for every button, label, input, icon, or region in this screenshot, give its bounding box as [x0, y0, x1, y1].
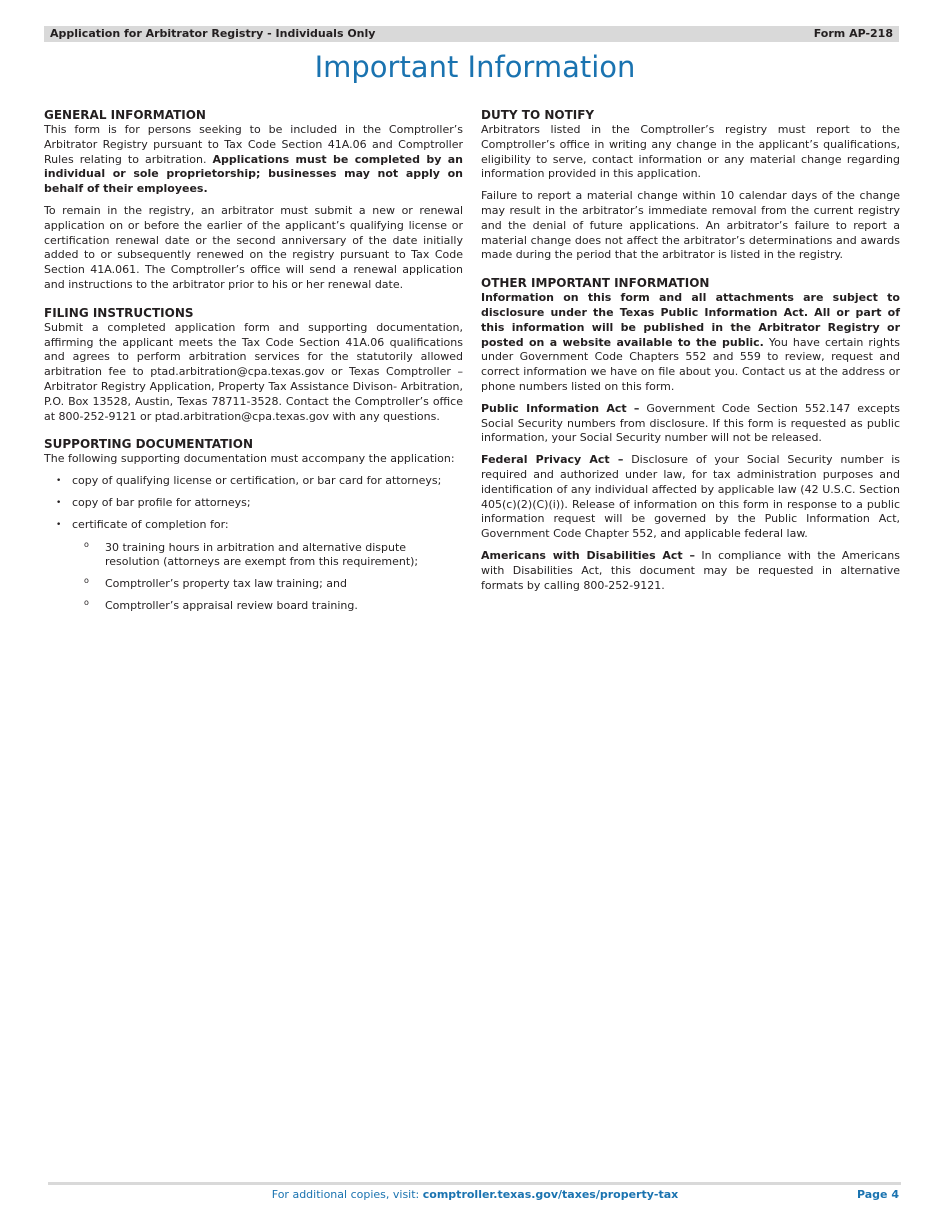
footer-prefix: For additional copies, visit: — [271, 1188, 423, 1201]
disclosure-paragraph: Information on this form and all attachments are subject to disclosure under the Texas Public Information Act. All or part of this information will be published in the Arbitrator Registry or posted on a website available to the public. You have certain rights under Government Code Chapters 552 and 559 to review, request and correct information we have on file about you. Contact us at the address or phone numbers listed on this form. — [481, 291, 900, 393]
supporting-documentation-intro: The following supporting documentation must accompany the application: — [44, 452, 455, 466]
supporting-documentation-heading: SUPPORTING DOCUMENTATION — [44, 437, 253, 452]
list-item-certificate — [44, 518, 463, 614]
sub-list-item: o Comptroller’s property tax law training; and — [72, 577, 463, 592]
duty-to-notify-paragraph-2: Failure to report a material change within 10 calendar days of the change may result in the arbitrator’s immediate removal from the current registry and the denial of future applications. An arbitrator’s failure to report a material change does not affect the arbitrator’s determinations and awards made during the period that the arbitrator is listed in the registry. — [481, 189, 900, 262]
public-information-act-paragraph: Public Information Act – Government Code Section 552.147 excepts Social Security numbers from disclosure. If this form is requested as public information, your Social Security number will not be released. — [481, 401, 900, 445]
sub-list-item: o 30 training hours in arbitration and alternative dispute resolution (attorneys are exempt from this requirement); — [72, 541, 463, 571]
supporting-documentation-section — [44, 437, 463, 613]
page-title: Important Information — [314, 50, 636, 84]
ada-paragraph: Americans with Disabilities Act – In compliance with the Americans with Disabilities Act, this document may be requested in alternative formats by calling 800-252-9121. — [481, 548, 900, 592]
duty-to-notify-heading: DUTY TO NOTIFY — [481, 108, 595, 122]
form-header-bar — [44, 26, 899, 42]
other-important-information-heading: OTHER IMPORTANT INFORMATION — [481, 276, 710, 291]
left-column — [44, 108, 463, 627]
list-item: • copy of bar profile for attorneys; — [44, 496, 463, 511]
list-item-label: certificate of completion for: — [72, 517, 229, 531]
federal-privacy-act-paragraph: Federal Privacy Act – Disclosure of your Social Security number is required and authorized under law, for tax administration purposes and identification of any individual affected by applicable law (42 U.S.C. Section 405(c)(2)(C)(i)). Release of information on this form in response to a public information request will be governed by the Public Information Act, Government Code Chapter 552, and applicable federal law. — [481, 453, 900, 541]
list-item: • copy of qualifying license or certification, or bar card for attorneys; — [44, 474, 463, 489]
general-information-section — [44, 108, 463, 293]
sub-list-item: o Comptroller’s appraisal review board training. — [72, 599, 463, 614]
other-important-information-section — [481, 276, 900, 593]
right-column — [481, 108, 900, 606]
general-information-paragraph-1: This form is for persons seeking to be included in the Comptroller’s Arbitrator Registry pursuant to Tax Code Section 41A.06 and Comptroller Rules relating to arbitration. Applications must be completed by an individual or sole proprietorship; businesses may not apply on behalf of their employees. — [44, 123, 464, 196]
filing-instructions-heading: FILING INSTRUCTIONS — [44, 305, 194, 320]
general-information-heading: GENERAL INFORMATION — [44, 108, 206, 122]
general-information-paragraph-2: To remain in the registry, an arbitrator must submit a new or renewal application on or before the earlier of the applicant’s qualifying license or certification renewal date or the second anniversary of the date initially added to or subsequently renewed on the registry pursuant to Tax Code Section 41A.061. The Comptroller’s office will send a renewal application and instructions to the arbitrator prior to his or her renewal date. — [44, 203, 463, 291]
footer-divider — [48, 1182, 901, 1185]
filing-instructions-section — [44, 306, 463, 425]
page-number: Page 4 — [856, 1188, 899, 1201]
duty-to-notify-section — [481, 108, 900, 263]
footer-copies-text — [0, 1188, 950, 1201]
supporting-documentation-list — [44, 474, 463, 614]
filing-instructions-paragraph: Submit a completed application form and supporting documentation, affirming the applicant meets the Tax Code Section 41A.06 qualifications and agrees to perform arbitration services for the statutorily allowed arbitration fee to ptad.arbitration@cpa.texas.gov or Texas Comptroller – Arbitrator Registry Application, Property Tax Assistance Divison- Arbitration, P.O. Box 13528, Austin, Texas 78711-3528. Contact the Comptroller’s office at 800-252-9121 or ptad.arbitration@cpa.texas.gov with any questions. — [44, 320, 463, 423]
footer-url-link[interactable]: comptroller.texas.gov/taxes/property-tax — [422, 1188, 679, 1201]
certificate-sub-list — [72, 541, 463, 614]
duty-to-notify-paragraph-1: Arbitrators listed in the Comptroller’s registry must report to the Comptroller’s office in writing any change in the applicant’s qualifications, eligibility to serve, contact information or any material change regarding information provided in this application. — [481, 123, 900, 181]
form-name: Application for Arbitrator Registry - Individuals Only — [50, 27, 376, 40]
form-number: Form AP-218 — [813, 27, 893, 40]
